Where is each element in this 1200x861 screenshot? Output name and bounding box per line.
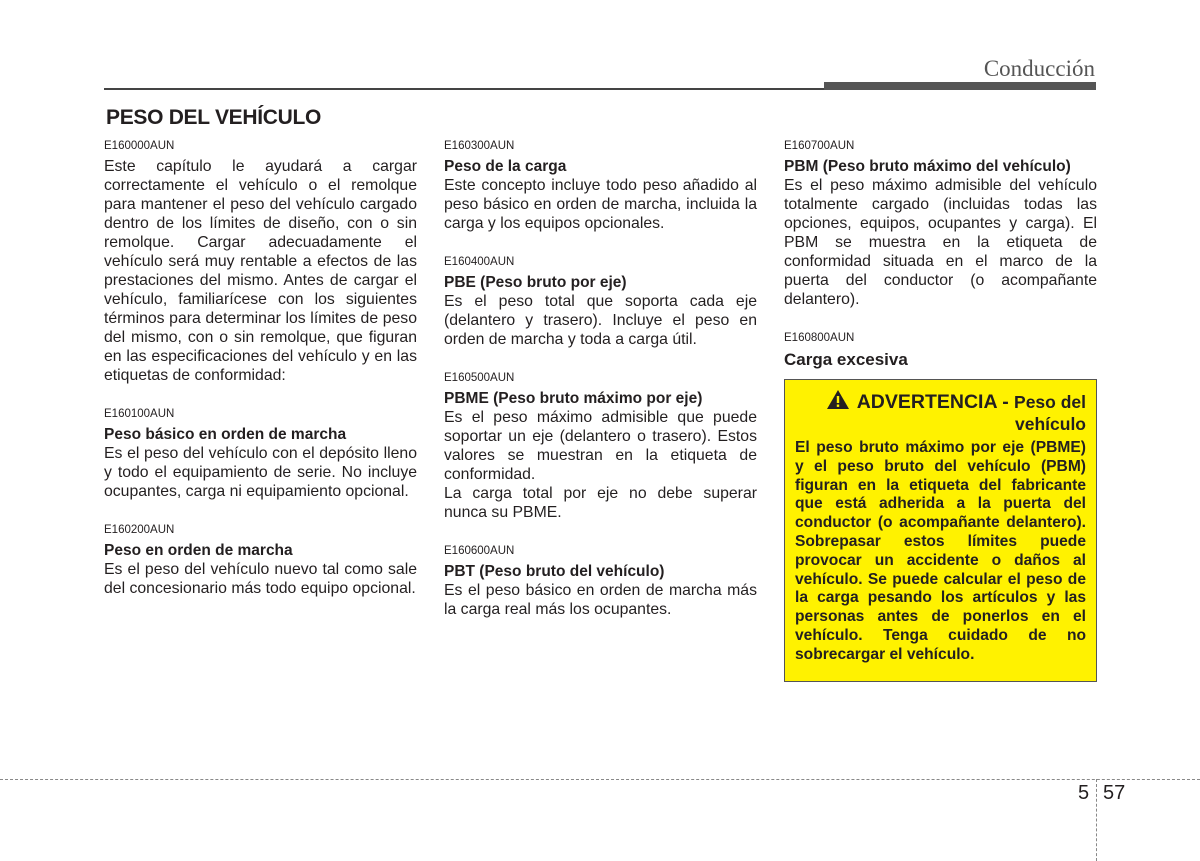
section-intro: [104, 139, 417, 385]
page-number: 57: [1103, 782, 1126, 804]
section-heading: Peso básico en orden de marcha: [104, 426, 347, 443]
section-text: Es el peso total que soporta cada eje (delantero y trasero). Incluye el peso en orden de marcha y toda a carga útil.: [444, 293, 757, 348]
section-peso-basico: [104, 407, 417, 501]
section-carga-excesiva: [784, 331, 1097, 682]
section-code: E160000AUN: [104, 140, 175, 152]
section-text: Este capítulo le ayudará a cargar correctamente el vehículo o el remolque para mantener el peso del vehículo cargado dentro de los límites de diseño, con o sin remolque. Cargar adecuadamente el vehículo será muy rentable a efectos de las prestaciones del mismo. Antes de cargar el vehículo, familiarícese con los siguientes términos para determinar los límites de peso del mismo, con o sin remolque, que figuran en las especificaciones del vehículo y en las etiquetas de conformidad:: [104, 158, 417, 384]
section-code: E160400AUN: [444, 256, 515, 268]
warning-subject-2: vehículo: [1015, 414, 1086, 434]
section-code: E160600AUN: [444, 545, 515, 557]
section-text: Es el peso del vehículo con el depósito lleno y todo el equipamiento de serie. No incluye ocupantes, carga ni equipamiento opcional.: [104, 445, 417, 500]
warning-title: [795, 390, 1086, 435]
section-text: Es el peso básico en orden de marcha más la carga real más los ocupantes.: [444, 582, 757, 618]
section-pbe: [444, 255, 757, 349]
section-text: Es el peso del vehículo nuevo tal como sale del concesionario más todo equipo opcional.: [104, 561, 417, 597]
header-rule: [104, 88, 824, 90]
column-1: [104, 139, 417, 620]
warning-box: [784, 379, 1097, 682]
section-pbme: [444, 371, 757, 522]
section-code: E160100AUN: [104, 408, 175, 420]
footer-divider: [0, 779, 1200, 780]
section-text: Es el peso máximo admisible que puede soportar un eje (delantero o trasero). Estos valores se muestran en la etiqueta de conformidad.: [444, 409, 757, 483]
section-code: E160500AUN: [444, 372, 515, 384]
section-pbt: [444, 544, 757, 619]
section-heading: PBE (Peso bruto por eje): [444, 274, 627, 291]
section-code: E160300AUN: [444, 140, 515, 152]
header-tab-bar: [824, 82, 1096, 90]
section-heading: Peso en orden de marcha: [104, 542, 293, 559]
footer-page-divider: [1096, 779, 1097, 861]
section-heading: Peso de la carga: [444, 158, 567, 175]
section-heading: PBT (Peso bruto del vehículo): [444, 563, 665, 580]
section-heading: PBME (Peso bruto máximo por eje): [444, 390, 703, 407]
section-peso-orden-marcha: [104, 523, 417, 598]
chapter-number: 5: [1078, 782, 1090, 804]
section-text: Es el peso máximo admisible del vehículo totalmente cargado (incluidas todas las opciones, equipos, ocupantes y carga). El PBM se muestra en la etiqueta de conformidad situada en el marco de la puerta del conductor (o acompañante delantero).: [784, 177, 1097, 308]
chapter-title: Conducción: [983, 56, 1095, 81]
section-title: PESO DEL VEHÍCULO: [106, 106, 322, 129]
section-text-2: La carga total por eje no debe superar nunca su PBME.: [444, 485, 757, 521]
column-2: [444, 139, 757, 641]
section-heading: PBM (Peso bruto máximo del vehículo): [784, 158, 1071, 175]
section-peso-carga: [444, 139, 757, 233]
warning-triangle-icon: [827, 390, 849, 414]
section-text: Este concepto incluye todo peso añadido al peso básico en orden de marcha, incluida la carga y los equipos opcionales.: [444, 177, 757, 232]
section-code: E160800AUN: [784, 332, 855, 344]
section-code: E160700AUN: [784, 140, 855, 152]
column-3: [784, 139, 1097, 704]
warning-text: El peso bruto máximo por eje (PBME) y el peso bruto del vehículo (PBM) figuran en la etiqueta del fabricante que está adherida a la puerta del conductor (o acompañante delantero). Sobrepasar estos límites puede provocar un accidente o daños al vehículo. Se puede calcular el peso de la carga pesando los artículos y las personas antes de ponerlos en el vehículo. Tenga cuidado de no sobrecargar el vehículo.: [795, 439, 1086, 663]
warning-subject-1: Peso del: [1014, 392, 1086, 412]
warning-label: ADVERTENCIA -: [856, 391, 1009, 413]
section-heading: Carga excesiva: [784, 350, 908, 369]
section-code: E160200AUN: [104, 524, 175, 536]
section-pbm: [784, 139, 1097, 309]
